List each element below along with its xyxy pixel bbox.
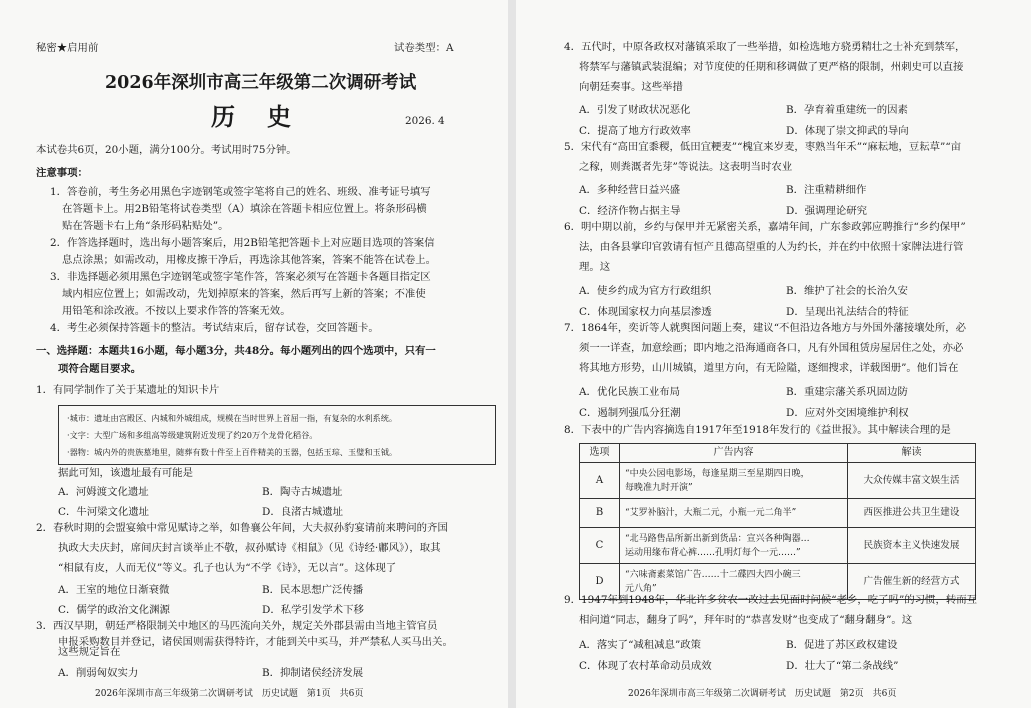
- q5-option-c[interactable]: C．经济作物占据主导: [579, 205, 681, 217]
- question-9-line: 9．1947年到1948年，华北许多贫农一改过去见面时问候“老乡，吃了吗”的习惯，转而互: [564, 594, 978, 606]
- q2-option-d[interactable]: D．私学引发学术下移: [262, 604, 364, 616]
- notice-line: 3．非选择题必须用黑色字迹钢笔或签字笔作答，答案必须写在答题卡各题目指定区: [50, 271, 431, 283]
- paper-type-label: 试卷类型：A: [394, 42, 454, 54]
- q9-option-d[interactable]: D．壮大了“第二条战线”: [786, 660, 899, 672]
- row-interpretation: 西医推进公共卫生建设: [848, 499, 976, 528]
- table-header-row: [580, 444, 976, 463]
- question-7-line: 将其地方形势，山川城镇，道里方向，有无险隘，逐细搜求，详载图册”。他们旨在: [579, 362, 959, 374]
- row-content: [620, 463, 848, 499]
- q7-option-d[interactable]: D．应对外交困境维护利权: [786, 407, 909, 419]
- row-option: D: [580, 564, 620, 600]
- q9-option-c[interactable]: C．体现了农村革命动员成效: [579, 660, 712, 672]
- row-option: A: [580, 463, 620, 499]
- q5-option-d[interactable]: D．强调理论研究: [786, 205, 868, 217]
- content-line: 元八角”: [625, 583, 657, 594]
- q1-option-b[interactable]: B．陶寺古城遗址: [262, 486, 343, 498]
- q4-option-a[interactable]: A．引发了财政状况恶化: [579, 104, 691, 116]
- exam-date: 2026. 4: [405, 115, 445, 127]
- notice-line: 2．作答选择题时，选出每小题答案后，用2B铅笔把答题卡上对应题目选项的答案信: [50, 237, 435, 249]
- question-3-line: 这些规定旨在: [58, 646, 121, 658]
- q3-option-b[interactable]: B．抑制诸侯经济发展: [262, 667, 364, 679]
- question-6-line: 6．明中期以前，乡约与保甲并无紧密关系，嘉靖年间，广东参政郭应聘推行“乡约保甲”: [564, 221, 966, 233]
- q6-option-c[interactable]: C．体现国家权力向基层渗透: [579, 306, 712, 318]
- question-4-line: 将禁军与藩镇武装混编；对节度使的任期和移调做了更严格的限制，州刺史可以直接: [579, 61, 964, 73]
- question-2-line: “相鼠有皮，人而无仪”等义。孔子也认为“不学《诗》，无以言”。这体现了: [58, 562, 397, 574]
- notice-line: 在答题卡上。用2B铅笔将试卷类型（A）填涂在答题卡相应位置上。将条形码横: [62, 203, 427, 215]
- row-interpretation: 广告催生新的经营方式: [848, 564, 976, 600]
- q2-option-a[interactable]: A．王室的地位日渐衰微: [58, 584, 170, 596]
- notice-line: 用铅笔和涂改液。不按以上要求作答的答案无效。: [62, 305, 291, 317]
- question-2-line: 执政大夫庆封，席间庆封言谈举止不敬，叔孙赋诗《相鼠》（见《诗经·鄘风》），取其: [58, 542, 441, 554]
- question-7-line: 须一一详查，加意绘画；即内地之沿海通商各口，凡有外国租赁房屋居住之处，亦必: [579, 342, 964, 354]
- notice-line: 1．答卷前，考生务必用黑色字迹钢笔或签字笔将自己的姓名、班级、准考证号填写: [50, 186, 431, 198]
- q9-option-b[interactable]: B．促进了苏区政权建设: [786, 639, 898, 651]
- card-line: ·城市：遗址由宫殿区、内城和外城组成，规模在当时世界上首屈一指，有复杂的水利系统。: [67, 413, 398, 423]
- header-option: 选项: [580, 444, 620, 463]
- question-3-line: 申报采购数目并登记，诸侯国则需获得特许，才能到关中买马，并严禁私人买马出关。: [58, 636, 453, 648]
- content-line: “艾罗补脑汁，大瓶二元，小瓶一元二角半”: [625, 508, 797, 518]
- q6-option-a[interactable]: A．使乡约成为官方行政组织: [579, 285, 712, 297]
- row-content: [620, 528, 848, 564]
- question-3-line: 3．西汉早期，朝廷严格限制关中地区的马匹流向关外，规定关外郡县需由当地主管官员: [36, 620, 438, 632]
- row-option: C: [580, 528, 620, 564]
- exam-page-1: [0, 0, 508, 708]
- q1-option-d[interactable]: D．良渚古城遗址: [262, 506, 344, 518]
- question-6-line: 理。这: [579, 261, 611, 273]
- table-row: [580, 499, 976, 528]
- table-row: [580, 463, 976, 499]
- q4-option-d[interactable]: D．体现了崇文抑武的导向: [786, 125, 909, 137]
- content-line: “中央公园电影场，每逢星期三至星期四日晚，: [625, 468, 810, 479]
- question-1-ask: 据此可知，该遗址最有可能是: [58, 467, 194, 479]
- q7-option-b[interactable]: B．重建宗藩关系巩固边防: [786, 386, 908, 398]
- q2-option-b[interactable]: B．民本思想广泛传播: [262, 584, 364, 596]
- q2-option-c[interactable]: C．儒学的政治文化渊源: [58, 604, 170, 616]
- question-5-line: 5．宋代有“高田宜黍稷，低田宜粳麦”“槐宜来岁麦，枣熟当年禾”“麻耘地，豆耘草”“亩: [564, 141, 962, 153]
- question-5-line: 之稼，则粪溉者先芽”等说法。这表明当时农业: [579, 161, 793, 173]
- q6-option-d[interactable]: D．呈现出礼法结合的特征: [786, 306, 909, 318]
- question-6-line: 法，由各县掌印官敦请有恒产且德高望重的人为约长，并在约中依照十家牌法进行管: [579, 241, 964, 253]
- q7-option-c[interactable]: C．遏制列强瓜分狂潮: [579, 407, 681, 419]
- section-heading-cont: 项符合题目要求。: [58, 363, 142, 375]
- row-interpretation: 大众传媒丰富文娱生活: [848, 463, 976, 499]
- question-1-stem: 1．有同学制作了关于某遗址的知识卡片: [36, 384, 220, 396]
- header-content: 广告内容: [620, 444, 848, 463]
- exam-page-2: [516, 0, 1031, 708]
- q4-option-c[interactable]: C．提高了地方行政效率: [579, 125, 691, 137]
- page-footer: 2026年深圳市高三年级第二次调研考试 历史试题 第1页 共6页: [95, 689, 364, 699]
- row-interpretation: 民族资本主义快速发展: [848, 528, 976, 564]
- q5-option-a[interactable]: A．多种经营日益兴盛: [579, 184, 681, 196]
- row-option: B: [580, 499, 620, 528]
- content-line: 每晚准九时开演”: [625, 482, 693, 493]
- page-footer: 2026年深圳市高三年级第二次调研考试 历史试题 第2页 共6页: [628, 689, 897, 699]
- q6-option-b[interactable]: B．维护了社会的长治久安: [786, 285, 908, 297]
- q7-option-a[interactable]: A．优化民族工业布局: [579, 386, 681, 398]
- header-interpretation: 解读: [848, 444, 976, 463]
- subject-title: 历 史: [211, 102, 295, 131]
- question-2-line: 2．春秋时期的会盟宴飨中常见赋诗之举，如鲁襄公年间，大夫叔孙豹宴请前来聘问的齐国: [36, 522, 448, 534]
- notice-title: 注意事项：: [36, 167, 88, 179]
- row-content: [620, 499, 848, 528]
- card-line: ·文字：大型广场和多组高等级建筑附近发现了约20万个龙骨化稻谷。: [67, 429, 318, 440]
- section-heading: 一、选择题：本题共16小题，每小题3分，共48分。每小题列出的四个选项中，只有一: [36, 345, 436, 357]
- table-row: [580, 528, 976, 564]
- exam-title: 2026年深圳市高三年级第二次调研考试: [105, 73, 417, 93]
- q5-option-b[interactable]: B．注重精耕细作: [786, 184, 867, 196]
- question-8-stem: 8．下表中的广告内容摘选自1917年至1918年发行的《益世报》。其中解读合理的是: [564, 424, 951, 436]
- content-line: 运动用缘布背心裤……孔明灯每个一元……”: [625, 547, 801, 558]
- notice-line: 息点涂黑；如需改动，用橡皮擦干净后，再选涂其他答案，答案不能答在试卷上。: [62, 254, 437, 266]
- content-line: “六味斋素菜馆广告……十二碟四大四小碗三: [625, 569, 801, 580]
- content-line: “北马路售品所新出新到货品：宣兴各种陶器…: [625, 533, 810, 544]
- notice-line: 贴在答题卡右上角“条形码粘贴处”。: [62, 220, 229, 232]
- paper-intro: 本试卷共6页，20小题，满分100分。考试用时75分钟。: [36, 144, 297, 156]
- q1-option-a[interactable]: A．河姆渡文化遗址: [58, 486, 149, 498]
- notice-line: 域内相应位置上；如需改动，先划掉原来的答案，然后再写上新的答案；不准使: [62, 288, 426, 300]
- question-7-line: 7．1864年，奕䜣等人就舆图问题上奏，建议“不但沿边各地方与外国外藩接壤处所，必: [564, 322, 967, 334]
- question-9-line: 相问道“同志，翻身了吗”，拜年时的“恭喜发财”也变成了“翻身翻身”。这: [579, 614, 913, 626]
- q3-option-a[interactable]: A．削弱匈奴实力: [58, 667, 139, 679]
- q4-option-b[interactable]: B．孕育着重建统一的因素: [786, 104, 908, 116]
- confidential-label: 秘密★启用前: [36, 42, 99, 54]
- q1-option-c[interactable]: C．牛河梁文化遗址: [58, 506, 150, 518]
- notice-line: 4．考生必须保持答题卡的整洁。考试结束后，留存试卷，交回答题卡。: [50, 322, 379, 334]
- q9-option-a[interactable]: A．落实了“减租减息”政策: [579, 639, 702, 651]
- card-line: ·器物：城内外的贵族墓地里，随葬有数十件至上百件精美的玉器，包括玉琮、玉璧和玉钺。: [67, 446, 398, 457]
- question-4-line: 4．五代时，中原各政权对藩镇采取了一些举措，如检选地方骁勇精壮之士补充到禁军，: [564, 41, 966, 53]
- question-4-line: 向朝廷奏事。这些举措: [579, 81, 683, 93]
- q8-ad-table: [579, 443, 976, 600]
- q1-knowledge-card: [58, 405, 496, 465]
